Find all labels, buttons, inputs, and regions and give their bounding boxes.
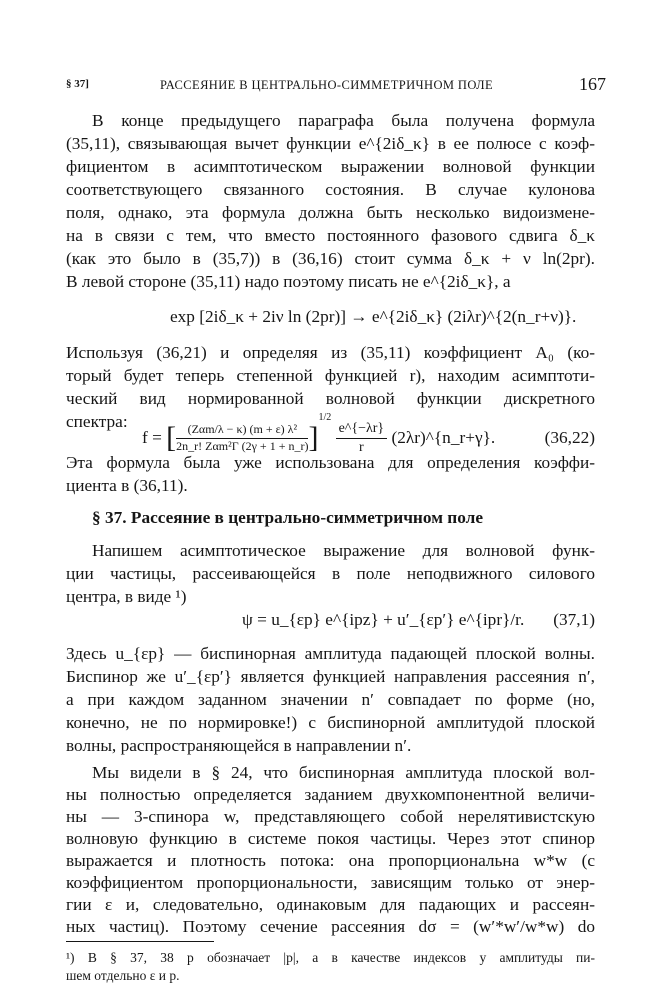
eq-exp-fraction <box>336 420 388 456</box>
text-line: волны, распространяющейся в направлении n′. <box>66 736 412 755</box>
eq-power: 1/2 <box>318 412 332 423</box>
text-line: Используя (36,21) и определяя из (35,11) коэффициент A₀ (ко- <box>66 343 595 362</box>
text-line: циента в (36,11). <box>66 476 188 495</box>
text-line: соответствующего связанного состояния. В случае кулонова <box>66 180 595 199</box>
text-line: ных частиц). Поэтому сечение рассеяния dσ = (w′*w′/w*w) do <box>66 917 595 936</box>
text-line: Эта формула была уже использована для определения коэффи- <box>66 453 595 472</box>
page-number: 167 <box>579 74 606 94</box>
text-line: ческий вид нормированной волновой функции дискретного <box>66 389 595 408</box>
text-line: Биспинор же u′_{εp′} является функцией направления рассеяния n′, <box>66 667 595 686</box>
eq-exp-denominator: r <box>359 440 364 456</box>
footnote-rule <box>66 941 214 942</box>
text-line: конечно, не по нормировке!) с биспинорной амплитудой плоской <box>66 713 595 732</box>
equation-number-36-22: (36,22) <box>544 428 595 447</box>
eq-lhs: f = <box>142 428 162 448</box>
text-line: центра, в виде ¹) <box>66 587 187 606</box>
text-line: Напишем асимптотическое выражение для волновой функ- <box>92 541 595 560</box>
text-line: гии ε и, следовательно, одинаковым для падающих и рассеян- <box>66 895 595 914</box>
header-running-title: РАССЕЯНИЕ В ЦЕНТРАЛЬНО-СИММЕТРИЧНОМ ПОЛЕ <box>160 78 494 92</box>
eq-fraction-numerator: (Zαm/λ − κ) (m + ε) λ² <box>176 422 308 439</box>
text-line: а при каждом заданном значении n′ совпадает по форме (но, <box>66 690 595 709</box>
text-line: Мы видели в § 24, что биспинорная амплитуда плоской вол- <box>92 763 595 782</box>
text-line: волновую функцию в системе покоя частицы. Через этот спинор <box>66 829 595 848</box>
equation-number-37-1: (37,1) <box>553 610 595 629</box>
page-header <box>66 74 606 98</box>
text-line: ции частицы, рассеивающейся в поле неподвижного силового <box>66 564 595 583</box>
text-line: выражается и плотность потока: она пропорциональна w*w (с <box>66 851 595 870</box>
text-line: спектра: <box>66 412 128 431</box>
text-line: поля, однако, эта формула должна быть несколько видоизмене- <box>66 203 595 222</box>
eq-exp-numerator: e^{−λr} <box>336 420 388 439</box>
text-line: (35,11), связывающая вычет функции e^{2iδ_κ} в ее полюсе с коэф- <box>66 134 595 153</box>
eq-fraction-denominator: 2n_r! Zαm²Γ (2γ + 1 + n_r) <box>176 439 309 454</box>
text-line: торый будет теперь степенной функцией r), находим асимптоти- <box>66 366 595 385</box>
equation-36-22: f = [ $\frac{\text{(Zαm/λ − κ) (m + ε) λ²}}{\text{2n\_r! Zαm²Γ (2γ + 1 + n\_r)}}$ ]$^{1/2}$ $\frac{e\^{}\{-\lambda r\}}{r}$ (2λr)^{n_r+γ}. <box>142 412 496 456</box>
text-line: Здесь u_{εp} — биспинорная амплитуда падающей плоской волны. <box>66 644 595 663</box>
footnote-line: шем отдельно ε и p. <box>66 968 180 983</box>
text-line: В конце предыдущего параграфа была получена формула <box>92 111 595 130</box>
text-line: коэффициентом пропорциональности, зависящим только от энер- <box>66 873 595 892</box>
eq-main-fraction <box>176 422 308 454</box>
text-line: ны — 3-спинора w, представляющего собой нерелятивистскую <box>66 807 595 826</box>
text-line: В левой стороне (35,11) надо поэтому писать не e^{2iδ_κ}, а <box>66 272 511 291</box>
text-line: ны полностью определяется заданием двухкомпонентной величи- <box>66 785 595 804</box>
eq-tail: (2λr)^{n_r+γ}. <box>391 428 496 448</box>
header-section-ref: § 37] <box>66 78 89 90</box>
text-line: на в связи с тем, что вместо постоянного фазового сдвига δ_κ <box>66 226 595 245</box>
section-heading: § 37. Рассеяние в центрально-симметричном поле <box>92 508 484 527</box>
text-line: (как это было в (35,7)) в (36,16) стоит сумма δ_κ + ν ln(2pr). <box>66 249 595 268</box>
equation-37-1: ψ = u_{εp} e^{ipz} + u′_{εp′} e^{ipr}/r. <box>242 610 525 629</box>
footnote-line: ¹) В § 37, 38 p обозначает |p|, а в качестве индексов у амплитуды пи- <box>66 950 595 965</box>
text-line: фициентом в асимптотическом выражении волновой функции <box>66 157 595 176</box>
equation-exp: exp [2iδ_κ + 2iν ln (2pr)] → e^{2iδ_κ} (2iλr)^{2(n_r+ν)}. <box>170 307 577 326</box>
